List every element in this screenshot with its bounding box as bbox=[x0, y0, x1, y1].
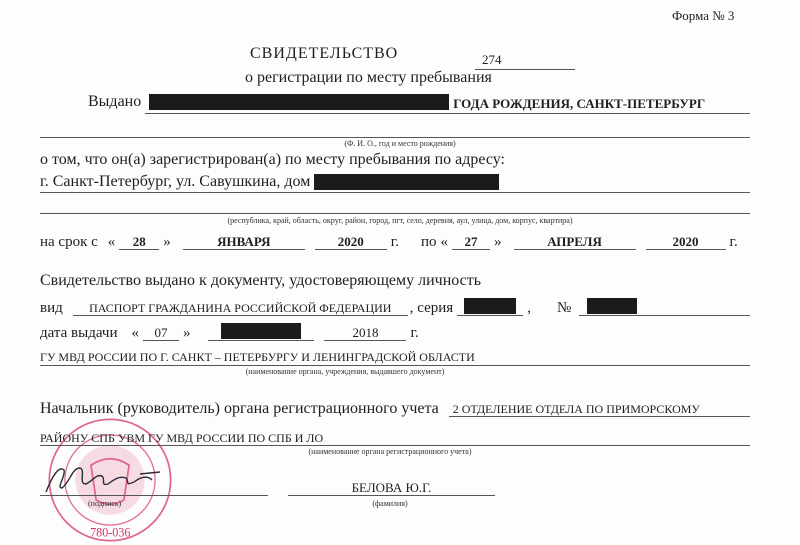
address-row bbox=[40, 174, 750, 190]
year-suffix: г. bbox=[729, 234, 738, 250]
address-underline-2 bbox=[40, 213, 750, 214]
signature-caption: (подпись) bbox=[88, 499, 122, 508]
document-title: СВИДЕТЕЛЬСТВО bbox=[250, 45, 399, 62]
signature bbox=[40, 462, 180, 496]
name-caption: (фамилия) bbox=[372, 499, 408, 508]
doc-type-label: вид bbox=[40, 300, 63, 316]
year-suffix: г. bbox=[390, 234, 400, 250]
registration-office-line1: 2 ОТДЕЛЕНИЕ ОТДЕЛА ПО ПРИМОРСКОМУ bbox=[449, 403, 750, 417]
address-underline bbox=[40, 192, 750, 193]
address-intro: о том, что он(а) зарегистрирован(а) по месту пребывания по адресу: bbox=[40, 151, 505, 168]
certificate-number: 274 bbox=[482, 52, 502, 67]
underline bbox=[40, 365, 750, 366]
redaction-issue-month bbox=[221, 323, 301, 339]
issue-date-label: дата выдачи bbox=[40, 325, 118, 341]
term-row bbox=[40, 235, 760, 250]
redaction-address bbox=[314, 174, 499, 190]
issuer-value: ГУ МВД РОССИИ ПО Г. САНКТ – ПЕТЕРБУРГУ И ЛЕНИНГРАДСКОЙ ОБЛАСТИ bbox=[40, 350, 475, 364]
document-type-row bbox=[40, 298, 750, 316]
address-caption: (республика, край, область, округ, район, город, пгт, село, деревня, аул, улица, дом, корпус, квартира) bbox=[227, 216, 573, 225]
registration-office-line2: РАЙОНУ СПБ УВМ ГУ МВД РОССИИ ПО СПБ И ЛО bbox=[40, 431, 324, 445]
document-subtitle: о регистрации по месту пребывания bbox=[245, 69, 492, 86]
term-to-day: 27 bbox=[452, 235, 490, 250]
issued-underline-2 bbox=[40, 137, 750, 138]
issue-month-field bbox=[208, 323, 314, 341]
term-from-day: 28 bbox=[119, 235, 159, 250]
term-to-label: по bbox=[421, 234, 437, 250]
form-number: Форма № 3 bbox=[672, 8, 735, 23]
registration-office-row bbox=[40, 401, 750, 417]
issue-year: 2018 bbox=[324, 326, 406, 341]
term-from-label: на срок с bbox=[40, 234, 98, 250]
quote: « bbox=[440, 234, 449, 250]
doc-type-value: ПАСПОРТ ГРАЖДАНИНА РОССИЙСКОЙ ФЕДЕРАЦИИ bbox=[73, 302, 408, 316]
term-from-year: 2020 bbox=[315, 235, 387, 250]
quote: « bbox=[131, 325, 139, 341]
quote: » bbox=[494, 234, 502, 250]
quote: » bbox=[182, 325, 191, 341]
number-field bbox=[579, 298, 750, 316]
year-suffix: г. bbox=[410, 325, 419, 341]
quote: « bbox=[107, 234, 116, 250]
issued-to-row bbox=[88, 94, 750, 110]
term-to-year: 2020 bbox=[646, 235, 726, 250]
number-label: № bbox=[556, 300, 572, 316]
redaction-series bbox=[464, 298, 516, 314]
registration-office-caption: (наименование органа регистрационного учета) bbox=[308, 447, 472, 456]
stamp-code: 780-036 bbox=[90, 525, 131, 540]
comma: , bbox=[527, 300, 531, 316]
registration-office-label: Начальник (руководитель) органа регистрационного учета bbox=[40, 400, 439, 417]
issue-day: 07 bbox=[143, 326, 179, 341]
underline bbox=[40, 445, 750, 446]
term-to-month: АПРЕЛЯ bbox=[514, 235, 636, 250]
redaction-name bbox=[149, 94, 449, 110]
issued-to-birth: ГОДА РОЖДЕНИЯ, САНКТ-ПЕТЕРБУРГ bbox=[453, 96, 706, 111]
quote: » bbox=[163, 234, 171, 250]
term-from-month: ЯНВАРЯ bbox=[183, 235, 305, 250]
series-label: , серия bbox=[409, 300, 454, 316]
issued-to-label: Выдано bbox=[88, 93, 142, 110]
issued-caption: (Ф. И. О., год и место рождения) bbox=[344, 139, 456, 148]
issuer-caption: (наименование органа, учреждения, выдавшего документ) bbox=[245, 367, 445, 376]
official-name: БЕЛОВА Ю.Г. bbox=[351, 480, 432, 495]
name-line bbox=[288, 495, 495, 496]
redaction-number bbox=[587, 298, 637, 314]
series-field bbox=[457, 298, 523, 316]
issue-date-row bbox=[40, 323, 460, 341]
issued-underline bbox=[145, 113, 750, 114]
address-value: г. Санкт-Петербург, ул. Савушкина, дом bbox=[40, 173, 311, 190]
signature-line bbox=[40, 495, 268, 496]
document-intro: Свидетельство выдано к документу, удостоверяющему личность bbox=[40, 272, 482, 289]
